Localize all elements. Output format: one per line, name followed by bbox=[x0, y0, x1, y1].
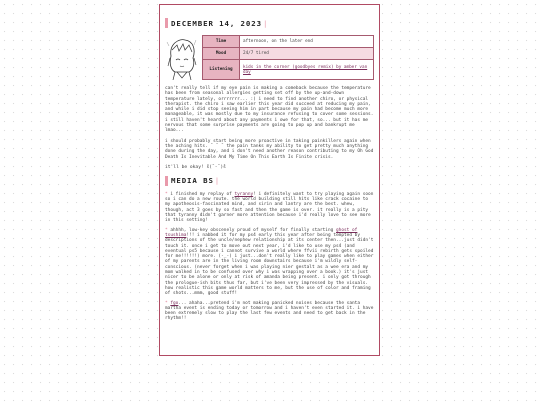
listening-link[interactable]: kids in the corner (goodbyes remix) by amber van day bbox=[243, 64, 368, 75]
meta-row-time bbox=[203, 36, 374, 48]
meta-row-mood bbox=[203, 48, 374, 60]
media-link-tyranny[interactable]: tyranny bbox=[234, 191, 254, 197]
heading-caret: | bbox=[214, 176, 221, 186]
media-item-post: ... ahaha...pretend i'm not making panicked noises because the santa martha event is ending today or tomorrow and i haven't even started it. i have been extremely slow to play the last few events and need to get back in the rhythm!! bbox=[165, 300, 374, 322]
media-heading bbox=[165, 176, 374, 186]
media-heading-text: MEDIA BS bbox=[171, 176, 214, 186]
media-item-pre: ahhhh, low-key obscenely proud of myself for finally starting bbox=[170, 227, 334, 233]
entry-meta-table bbox=[202, 35, 374, 80]
heading-caret: | bbox=[262, 18, 269, 28]
entry-date-heading bbox=[165, 18, 374, 28]
entry-header bbox=[165, 34, 374, 80]
bullet-star-icon: * bbox=[165, 227, 168, 233]
media-link-ghost-of-tsushima[interactable]: ghost of tsushima bbox=[165, 227, 358, 238]
meta-row-listening bbox=[203, 60, 374, 80]
meta-value: afternoon, on the later end bbox=[240, 36, 374, 48]
media-item-pre: i finished my replay of bbox=[170, 191, 232, 197]
entry-paragraph: i should probably start being more proactive in taking painkillers again when the aching hits. ˘ ˘ ˘ the pain tanks my ability to get pretty much anything done during the day, and i don't need another reason contributing to my Oh God Death Is Inevitable And My Time On This Earth Is Finite crisis. bbox=[165, 138, 374, 160]
media-item bbox=[165, 301, 374, 322]
entry-closing: it'll be okay! š(˘‐˘)š bbox=[165, 164, 226, 170]
meta-key: Mood bbox=[203, 48, 240, 60]
entry-paragraph: can't really tell if my eye pain is making a comeback because the temperature has been from seasonal allergies getting set off by the up-and-down temperature lately, orrrrrrr... :( i need to find another chiro, or physical therapist. the chiro i saw earlier this year did succeed at reducing my pain, and while i did stop seeing him in part because my pain had become much more manageable, it was mostly due to my insurance refusing to cover some sessions. i still haven't heard about any payments i owe for that, so... but it has me nervous that some surprise payments are going to pop up and bankrupt me lmao... bbox=[165, 86, 374, 134]
bullet-star-icon: * bbox=[165, 300, 168, 306]
media-link-fgo[interactable]: fgo bbox=[170, 300, 179, 306]
meta-key: Time bbox=[203, 36, 240, 48]
journal-entry-card bbox=[159, 4, 380, 356]
media-item-post: ! i definitely want to try playing again soon so i can do a new route. the world building still hits like crack cocaine to my apotheosis-fascinated mind, and sirin and lantry are the best. whew, though, act 3 goes by so fast and then the game is over. it really is a pity that tyranny didn't garner more attention because i'd really love to see more in this setting! bbox=[165, 191, 374, 224]
meta-value bbox=[240, 60, 374, 80]
meta-value: 24/7 tired bbox=[240, 48, 374, 60]
media-item-post: !!! i nabbed it for my ps4 early this year after being tempted by descriptions of the uncle/nephew relationship at its center then...just didn't touch it. once i get to move out next year, i'd like to use my ps4 (and eventual ps5 because i cannot survive a world where ffvii rebirth gets spoiled for me!!!!!!) more. (‐_‐) i just...don't really like to play games when either of my parents are in the living room downstairs because i'm wildly self-conscious. (never forget when i was playing nier gestalt as a wee era and my mom walked in to be confused over why i was wrapping over a book.) it's just nicer to be alone or only at risk of amanda being present. i only got through the prologue-ish bits thus far, but i've been very impressed by the visuals. how realistic this game world matters to me, but the use of color and framing of shots...mmm, good stuff! bbox=[165, 232, 374, 297]
meta-key: Listening bbox=[203, 60, 240, 80]
bullet-star-icon: * bbox=[165, 191, 168, 197]
entry-date: DECEMBER 14, 2023 bbox=[171, 18, 262, 28]
avatar-icon bbox=[165, 36, 199, 80]
media-item bbox=[165, 192, 374, 224]
media-item bbox=[165, 228, 374, 297]
